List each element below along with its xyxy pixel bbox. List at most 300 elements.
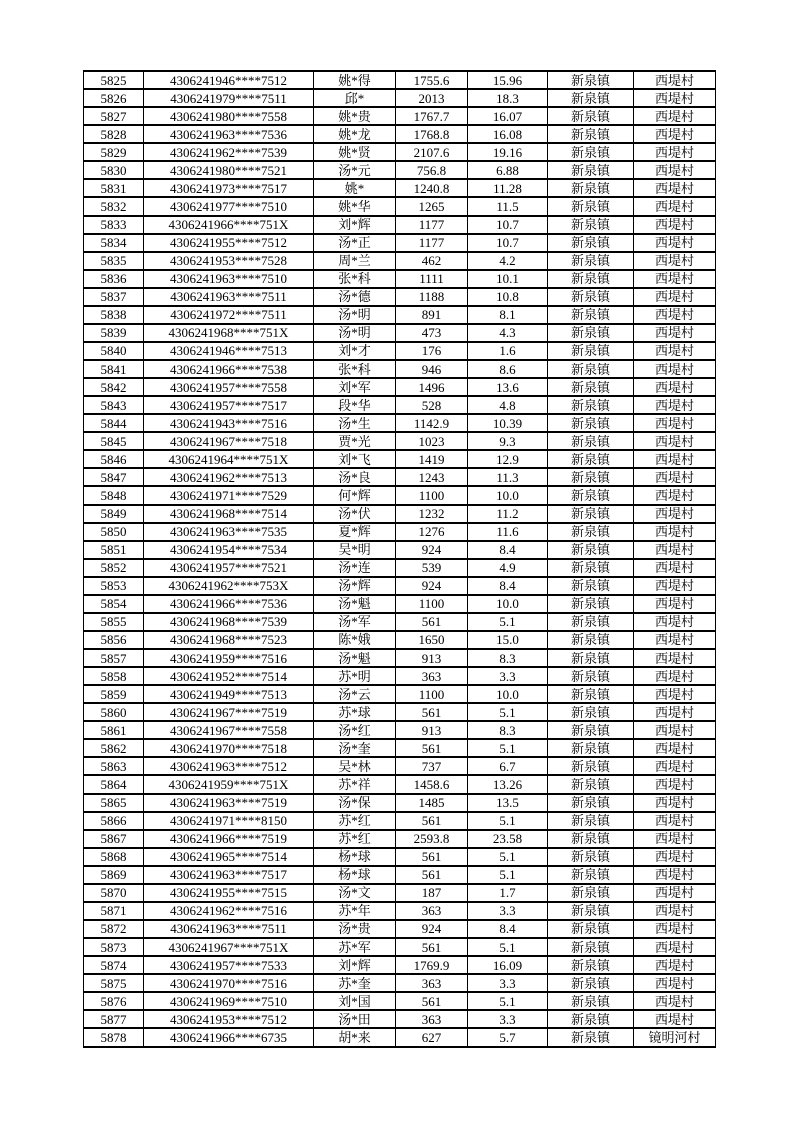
amount-cell: 891 bbox=[396, 306, 468, 324]
id-number-cell: 4306241963****7519 bbox=[144, 794, 314, 812]
amount-cell: 1755.6 bbox=[396, 71, 468, 89]
village-cell: 西堤村 bbox=[634, 179, 716, 197]
seq-cell: 5875 bbox=[84, 974, 144, 992]
table-row bbox=[84, 89, 716, 107]
seq-cell: 5853 bbox=[84, 577, 144, 595]
seq-cell: 5839 bbox=[84, 324, 144, 342]
town-cell: 新泉镇 bbox=[548, 577, 634, 595]
name-cell: 吴*明 bbox=[314, 541, 396, 559]
id-number-cell: 4306241964****751X bbox=[144, 450, 314, 468]
name-cell: 汤*伏 bbox=[314, 505, 396, 523]
id-number-cell: 4306241977****7510 bbox=[144, 197, 314, 215]
amount-cell: 946 bbox=[396, 360, 468, 378]
seq-cell: 5857 bbox=[84, 649, 144, 667]
amount-cell: 539 bbox=[396, 559, 468, 577]
table-row bbox=[84, 468, 716, 486]
name-cell: 姚*贤 bbox=[314, 143, 396, 161]
village-cell: 西堤村 bbox=[634, 757, 716, 775]
secondary-amount-cell: 6.88 bbox=[468, 161, 548, 179]
amount-cell: 737 bbox=[396, 757, 468, 775]
secondary-amount-cell: 10.7 bbox=[468, 216, 548, 234]
village-cell: 西堤村 bbox=[634, 812, 716, 830]
secondary-amount-cell: 5.7 bbox=[468, 1028, 548, 1047]
name-cell: 苏*奎 bbox=[314, 974, 396, 992]
table-row bbox=[84, 757, 716, 775]
village-cell: 西堤村 bbox=[634, 414, 716, 432]
seq-cell: 5865 bbox=[84, 794, 144, 812]
id-number-cell: 4306241972****7511 bbox=[144, 306, 314, 324]
village-cell: 西堤村 bbox=[634, 306, 716, 324]
secondary-amount-cell: 10.1 bbox=[468, 270, 548, 288]
amount-cell: 473 bbox=[396, 324, 468, 342]
secondary-amount-cell: 8.3 bbox=[468, 649, 548, 667]
name-cell: 刘*国 bbox=[314, 992, 396, 1010]
town-cell: 新泉镇 bbox=[548, 848, 634, 866]
name-cell: 姚*得 bbox=[314, 71, 396, 89]
amount-cell: 2013 bbox=[396, 89, 468, 107]
table-row bbox=[84, 523, 716, 541]
secondary-amount-cell: 13.6 bbox=[468, 378, 548, 396]
id-number-cell: 4306241968****7539 bbox=[144, 613, 314, 631]
name-cell: 陈*娥 bbox=[314, 631, 396, 649]
town-cell: 新泉镇 bbox=[548, 541, 634, 559]
table-row bbox=[84, 360, 716, 378]
village-cell: 西堤村 bbox=[634, 270, 716, 288]
secondary-amount-cell: 11.6 bbox=[468, 523, 548, 541]
secondary-amount-cell: 4.2 bbox=[468, 252, 548, 270]
table-row bbox=[84, 252, 716, 270]
amount-cell: 363 bbox=[396, 667, 468, 685]
amount-cell: 561 bbox=[396, 703, 468, 721]
table-row bbox=[84, 938, 716, 956]
id-number-cell: 4306241946****7512 bbox=[144, 71, 314, 89]
table-row bbox=[84, 324, 716, 342]
id-number-cell: 4306241953****7512 bbox=[144, 1010, 314, 1028]
id-number-cell: 4306241957****7521 bbox=[144, 559, 314, 577]
village-cell: 西堤村 bbox=[634, 125, 716, 143]
seq-cell: 5860 bbox=[84, 703, 144, 721]
amount-cell: 561 bbox=[396, 739, 468, 757]
town-cell: 新泉镇 bbox=[548, 216, 634, 234]
id-number-cell: 4306241959****7516 bbox=[144, 649, 314, 667]
amount-cell: 1276 bbox=[396, 523, 468, 541]
id-number-cell: 4306241969****7510 bbox=[144, 992, 314, 1010]
secondary-amount-cell: 6.7 bbox=[468, 757, 548, 775]
table-row bbox=[84, 902, 716, 920]
name-cell: 姚*龙 bbox=[314, 125, 396, 143]
town-cell: 新泉镇 bbox=[548, 757, 634, 775]
table-row bbox=[84, 685, 716, 703]
table-row bbox=[84, 1010, 716, 1028]
id-number-cell: 4306241966****751X bbox=[144, 216, 314, 234]
town-cell: 新泉镇 bbox=[548, 812, 634, 830]
table-row bbox=[84, 288, 716, 306]
secondary-amount-cell: 9.3 bbox=[468, 432, 548, 450]
name-cell: 苏*红 bbox=[314, 812, 396, 830]
seq-cell: 5832 bbox=[84, 197, 144, 215]
amount-cell: 1100 bbox=[396, 595, 468, 613]
amount-cell: 561 bbox=[396, 812, 468, 830]
id-number-cell: 4306241963****7511 bbox=[144, 920, 314, 938]
name-cell: 汤*保 bbox=[314, 794, 396, 812]
town-cell: 新泉镇 bbox=[548, 794, 634, 812]
town-cell: 新泉镇 bbox=[548, 143, 634, 161]
secondary-amount-cell: 4.8 bbox=[468, 396, 548, 414]
town-cell: 新泉镇 bbox=[548, 324, 634, 342]
name-cell: 汤*辉 bbox=[314, 577, 396, 595]
table-row bbox=[84, 414, 716, 432]
id-number-cell: 4306241963****7536 bbox=[144, 125, 314, 143]
secondary-amount-cell: 10.8 bbox=[468, 288, 548, 306]
town-cell: 新泉镇 bbox=[548, 721, 634, 739]
id-number-cell: 4306241968****751X bbox=[144, 324, 314, 342]
amount-cell: 363 bbox=[396, 1010, 468, 1028]
table-row bbox=[84, 848, 716, 866]
table-row bbox=[84, 631, 716, 649]
name-cell: 张*科 bbox=[314, 270, 396, 288]
amount-cell: 561 bbox=[396, 992, 468, 1010]
name-cell: 段*华 bbox=[314, 396, 396, 414]
village-cell: 西堤村 bbox=[634, 974, 716, 992]
id-number-cell: 4306241962****7516 bbox=[144, 902, 314, 920]
amount-cell: 627 bbox=[396, 1028, 468, 1047]
table-row bbox=[84, 1028, 716, 1047]
village-cell: 西堤村 bbox=[634, 1010, 716, 1028]
amount-cell: 756.8 bbox=[396, 161, 468, 179]
amount-cell: 462 bbox=[396, 252, 468, 270]
table-row bbox=[84, 378, 716, 396]
table-row bbox=[84, 125, 716, 143]
secondary-amount-cell: 1.7 bbox=[468, 884, 548, 902]
secondary-amount-cell: 5.1 bbox=[468, 848, 548, 866]
name-cell: 姚* bbox=[314, 179, 396, 197]
town-cell: 新泉镇 bbox=[548, 631, 634, 649]
amount-cell: 1767.7 bbox=[396, 107, 468, 125]
table-row bbox=[84, 866, 716, 884]
secondary-amount-cell: 8.1 bbox=[468, 306, 548, 324]
village-cell: 西堤村 bbox=[634, 775, 716, 793]
table-row bbox=[84, 432, 716, 450]
table-row bbox=[84, 739, 716, 757]
village-cell: 西堤村 bbox=[634, 938, 716, 956]
village-cell: 西堤村 bbox=[634, 992, 716, 1010]
town-cell: 新泉镇 bbox=[548, 559, 634, 577]
seq-cell: 5864 bbox=[84, 775, 144, 793]
name-cell: 吴*林 bbox=[314, 757, 396, 775]
name-cell: 汤*云 bbox=[314, 685, 396, 703]
seq-cell: 5872 bbox=[84, 920, 144, 938]
name-cell: 刘*辉 bbox=[314, 216, 396, 234]
seq-cell: 5831 bbox=[84, 179, 144, 197]
seq-cell: 5828 bbox=[84, 125, 144, 143]
secondary-amount-cell: 5.1 bbox=[468, 866, 548, 884]
name-cell: 刘*才 bbox=[314, 342, 396, 360]
village-cell: 西堤村 bbox=[634, 468, 716, 486]
town-cell: 新泉镇 bbox=[548, 161, 634, 179]
village-cell: 西堤村 bbox=[634, 523, 716, 541]
village-cell: 西堤村 bbox=[634, 89, 716, 107]
village-cell: 西堤村 bbox=[634, 486, 716, 504]
amount-cell: 1177 bbox=[396, 216, 468, 234]
table-row bbox=[84, 775, 716, 793]
town-cell: 新泉镇 bbox=[548, 866, 634, 884]
name-cell: 苏*红 bbox=[314, 830, 396, 848]
village-cell: 西堤村 bbox=[634, 649, 716, 667]
town-cell: 新泉镇 bbox=[548, 71, 634, 89]
amount-cell: 561 bbox=[396, 613, 468, 631]
town-cell: 新泉镇 bbox=[548, 270, 634, 288]
id-number-cell: 4306241957****7558 bbox=[144, 378, 314, 396]
amount-cell: 1188 bbox=[396, 288, 468, 306]
table-row bbox=[84, 161, 716, 179]
town-cell: 新泉镇 bbox=[548, 595, 634, 613]
name-cell: 汤*元 bbox=[314, 161, 396, 179]
seq-cell: 5830 bbox=[84, 161, 144, 179]
name-cell: 刘*军 bbox=[314, 378, 396, 396]
town-cell: 新泉镇 bbox=[548, 414, 634, 432]
seq-cell: 5877 bbox=[84, 1010, 144, 1028]
id-number-cell: 4306241966****7538 bbox=[144, 360, 314, 378]
town-cell: 新泉镇 bbox=[548, 920, 634, 938]
table-row bbox=[84, 992, 716, 1010]
amount-cell: 1485 bbox=[396, 794, 468, 812]
table-row bbox=[84, 270, 716, 288]
secondary-amount-cell: 10.0 bbox=[468, 685, 548, 703]
village-cell: 西堤村 bbox=[634, 866, 716, 884]
id-number-cell: 4306241971****8150 bbox=[144, 812, 314, 830]
table-row bbox=[84, 884, 716, 902]
seq-cell: 5838 bbox=[84, 306, 144, 324]
village-cell: 西堤村 bbox=[634, 360, 716, 378]
secondary-amount-cell: 5.1 bbox=[468, 938, 548, 956]
secondary-amount-cell: 8.3 bbox=[468, 721, 548, 739]
town-cell: 新泉镇 bbox=[548, 685, 634, 703]
table-row bbox=[84, 830, 716, 848]
amount-cell: 1232 bbox=[396, 505, 468, 523]
id-number-cell: 4306241963****7517 bbox=[144, 866, 314, 884]
name-cell: 汤*正 bbox=[314, 234, 396, 252]
id-number-cell: 4306241967****7558 bbox=[144, 721, 314, 739]
village-cell: 西堤村 bbox=[634, 505, 716, 523]
seq-cell: 5861 bbox=[84, 721, 144, 739]
table-row bbox=[84, 920, 716, 938]
seq-cell: 5856 bbox=[84, 631, 144, 649]
town-cell: 新泉镇 bbox=[548, 667, 634, 685]
seq-cell: 5846 bbox=[84, 450, 144, 468]
table-row bbox=[84, 143, 716, 161]
name-cell: 苏*明 bbox=[314, 667, 396, 685]
town-cell: 新泉镇 bbox=[548, 523, 634, 541]
id-number-cell: 4306241980****7558 bbox=[144, 107, 314, 125]
secondary-amount-cell: 11.5 bbox=[468, 197, 548, 215]
village-cell: 西堤村 bbox=[634, 559, 716, 577]
village-cell: 西堤村 bbox=[634, 685, 716, 703]
secondary-amount-cell: 8.4 bbox=[468, 541, 548, 559]
id-number-cell: 4306241963****7535 bbox=[144, 523, 314, 541]
village-cell: 西堤村 bbox=[634, 721, 716, 739]
secondary-amount-cell: 13.5 bbox=[468, 794, 548, 812]
id-number-cell: 4306241968****7523 bbox=[144, 631, 314, 649]
town-cell: 新泉镇 bbox=[548, 1010, 634, 1028]
amount-cell: 176 bbox=[396, 342, 468, 360]
id-number-cell: 4306241967****751X bbox=[144, 938, 314, 956]
id-number-cell: 4306241966****7519 bbox=[144, 830, 314, 848]
town-cell: 新泉镇 bbox=[548, 938, 634, 956]
town-cell: 新泉镇 bbox=[548, 396, 634, 414]
amount-cell: 913 bbox=[396, 721, 468, 739]
name-cell: 汤*魁 bbox=[314, 595, 396, 613]
village-cell: 西堤村 bbox=[634, 703, 716, 721]
seq-cell: 5858 bbox=[84, 667, 144, 685]
town-cell: 新泉镇 bbox=[548, 884, 634, 902]
village-cell: 西堤村 bbox=[634, 324, 716, 342]
name-cell: 汤*德 bbox=[314, 288, 396, 306]
table-row bbox=[84, 667, 716, 685]
secondary-amount-cell: 3.3 bbox=[468, 902, 548, 920]
name-cell: 邱* bbox=[314, 89, 396, 107]
name-cell: 汤*奎 bbox=[314, 739, 396, 757]
village-cell: 西堤村 bbox=[634, 902, 716, 920]
table-row bbox=[84, 107, 716, 125]
name-cell: 汤*魁 bbox=[314, 649, 396, 667]
amount-cell: 561 bbox=[396, 866, 468, 884]
town-cell: 新泉镇 bbox=[548, 125, 634, 143]
amount-cell: 1496 bbox=[396, 378, 468, 396]
secondary-amount-cell: 10.0 bbox=[468, 486, 548, 504]
amount-cell: 1650 bbox=[396, 631, 468, 649]
seq-cell: 5852 bbox=[84, 559, 144, 577]
table-row bbox=[84, 306, 716, 324]
amount-cell: 1142.9 bbox=[396, 414, 468, 432]
seq-cell: 5859 bbox=[84, 685, 144, 703]
village-cell: 西堤村 bbox=[634, 161, 716, 179]
name-cell: 苏*球 bbox=[314, 703, 396, 721]
beneficiary-table bbox=[83, 70, 716, 1048]
name-cell: 刘*辉 bbox=[314, 956, 396, 974]
seq-cell: 5873 bbox=[84, 938, 144, 956]
name-cell: 汤*生 bbox=[314, 414, 396, 432]
table-row bbox=[84, 179, 716, 197]
secondary-amount-cell: 5.1 bbox=[468, 992, 548, 1010]
id-number-cell: 4306241973****7517 bbox=[144, 179, 314, 197]
name-cell: 汤*红 bbox=[314, 721, 396, 739]
name-cell: 汤*田 bbox=[314, 1010, 396, 1028]
village-cell: 西堤村 bbox=[634, 378, 716, 396]
name-cell: 汤*军 bbox=[314, 613, 396, 631]
name-cell: 姚*华 bbox=[314, 197, 396, 215]
village-cell: 西堤村 bbox=[634, 884, 716, 902]
seq-cell: 5874 bbox=[84, 956, 144, 974]
amount-cell: 1100 bbox=[396, 685, 468, 703]
town-cell: 新泉镇 bbox=[548, 956, 634, 974]
name-cell: 何*辉 bbox=[314, 486, 396, 504]
table-row bbox=[84, 595, 716, 613]
table-row bbox=[84, 577, 716, 595]
id-number-cell: 4306241953****7528 bbox=[144, 252, 314, 270]
seq-cell: 5829 bbox=[84, 143, 144, 161]
amount-cell: 913 bbox=[396, 649, 468, 667]
secondary-amount-cell: 11.28 bbox=[468, 179, 548, 197]
town-cell: 新泉镇 bbox=[548, 360, 634, 378]
amount-cell: 1240.8 bbox=[396, 179, 468, 197]
secondary-amount-cell: 4.9 bbox=[468, 559, 548, 577]
village-cell: 西堤村 bbox=[634, 234, 716, 252]
name-cell: 汤*连 bbox=[314, 559, 396, 577]
amount-cell: 1243 bbox=[396, 468, 468, 486]
town-cell: 新泉镇 bbox=[548, 775, 634, 793]
secondary-amount-cell: 11.3 bbox=[468, 468, 548, 486]
id-number-cell: 4306241967****7519 bbox=[144, 703, 314, 721]
amount-cell: 2593.8 bbox=[396, 830, 468, 848]
village-cell: 西堤村 bbox=[634, 667, 716, 685]
seq-cell: 5866 bbox=[84, 812, 144, 830]
secondary-amount-cell: 15.96 bbox=[468, 71, 548, 89]
town-cell: 新泉镇 bbox=[548, 974, 634, 992]
secondary-amount-cell: 3.3 bbox=[468, 974, 548, 992]
seq-cell: 5833 bbox=[84, 216, 144, 234]
amount-cell: 187 bbox=[396, 884, 468, 902]
town-cell: 新泉镇 bbox=[548, 505, 634, 523]
amount-cell: 2107.6 bbox=[396, 143, 468, 161]
table-row bbox=[84, 486, 716, 504]
seq-cell: 5837 bbox=[84, 288, 144, 306]
seq-cell: 5869 bbox=[84, 866, 144, 884]
village-cell: 西堤村 bbox=[634, 197, 716, 215]
village-cell: 西堤村 bbox=[634, 143, 716, 161]
id-number-cell: 4306241967****7518 bbox=[144, 432, 314, 450]
village-cell: 西堤村 bbox=[634, 848, 716, 866]
id-number-cell: 4306241954****7534 bbox=[144, 541, 314, 559]
name-cell: 汤*良 bbox=[314, 468, 396, 486]
village-cell: 西堤村 bbox=[634, 577, 716, 595]
seq-cell: 5871 bbox=[84, 902, 144, 920]
seq-cell: 5843 bbox=[84, 396, 144, 414]
town-cell: 新泉镇 bbox=[548, 486, 634, 504]
id-number-cell: 4306241962****7513 bbox=[144, 468, 314, 486]
id-number-cell: 4306241963****7512 bbox=[144, 757, 314, 775]
secondary-amount-cell: 4.3 bbox=[468, 324, 548, 342]
id-number-cell: 4306241955****7515 bbox=[144, 884, 314, 902]
town-cell: 新泉镇 bbox=[548, 902, 634, 920]
seq-cell: 5825 bbox=[84, 71, 144, 89]
table-row bbox=[84, 721, 716, 739]
secondary-amount-cell: 16.09 bbox=[468, 956, 548, 974]
town-cell: 新泉镇 bbox=[548, 252, 634, 270]
table-row bbox=[84, 974, 716, 992]
town-cell: 新泉镇 bbox=[548, 468, 634, 486]
seq-cell: 5848 bbox=[84, 486, 144, 504]
seq-cell: 5868 bbox=[84, 848, 144, 866]
seq-cell: 5862 bbox=[84, 739, 144, 757]
amount-cell: 924 bbox=[396, 920, 468, 938]
id-number-cell: 4306241963****7510 bbox=[144, 270, 314, 288]
village-cell: 西堤村 bbox=[634, 216, 716, 234]
table-row bbox=[84, 342, 716, 360]
amount-cell: 561 bbox=[396, 848, 468, 866]
secondary-amount-cell: 18.3 bbox=[468, 89, 548, 107]
village-cell: 西堤村 bbox=[634, 595, 716, 613]
table-row bbox=[84, 541, 716, 559]
amount-cell: 363 bbox=[396, 974, 468, 992]
id-number-cell: 4306241963****7511 bbox=[144, 288, 314, 306]
secondary-amount-cell: 11.2 bbox=[468, 505, 548, 523]
amount-cell: 1023 bbox=[396, 432, 468, 450]
town-cell: 新泉镇 bbox=[548, 288, 634, 306]
amount-cell: 1100 bbox=[396, 486, 468, 504]
village-cell: 西堤村 bbox=[634, 450, 716, 468]
secondary-amount-cell: 5.1 bbox=[468, 703, 548, 721]
town-cell: 新泉镇 bbox=[548, 613, 634, 631]
